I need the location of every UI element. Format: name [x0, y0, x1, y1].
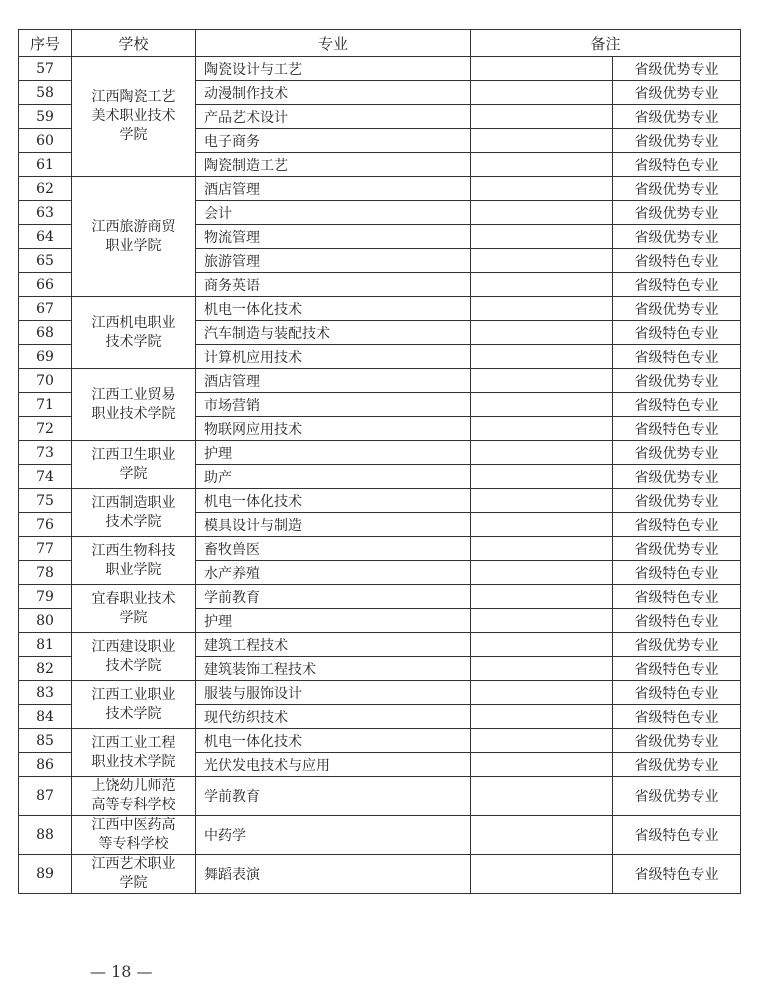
header-note: 备注 [471, 30, 741, 57]
major-cell: 学前教育 [196, 585, 471, 609]
seq-cell: 70 [19, 369, 72, 393]
note-blank-cell [471, 465, 613, 489]
school-cell [72, 57, 196, 177]
seq-cell: 59 [19, 105, 72, 129]
note-cell: 省级优势专业 [613, 129, 741, 153]
note-cell: 省级优势专业 [613, 369, 741, 393]
note-cell: 省级特色专业 [613, 417, 741, 441]
table-row [19, 633, 741, 657]
note-blank-cell [471, 777, 613, 816]
note-cell: 省级优势专业 [613, 777, 741, 816]
note-cell: 省级优势专业 [613, 105, 741, 129]
seq-cell: 84 [19, 705, 72, 729]
note-blank-cell [471, 393, 613, 417]
major-cell: 会计 [196, 201, 471, 225]
note-blank-cell [471, 105, 613, 129]
school-cell [72, 585, 196, 633]
seq-cell: 73 [19, 441, 72, 465]
note-cell: 省级优势专业 [613, 537, 741, 561]
note-cell: 省级特色专业 [613, 393, 741, 417]
major-cell: 计算机应用技术 [196, 345, 471, 369]
note-blank-cell [471, 816, 613, 855]
major-cell: 建筑装饰工程技术 [196, 657, 471, 681]
note-blank-cell [471, 657, 613, 681]
major-cell: 助产 [196, 465, 471, 489]
note-cell: 省级特色专业 [613, 855, 741, 894]
school-name-line: 高等专科学校 [91, 797, 176, 813]
seq-cell: 67 [19, 297, 72, 321]
school-name-line: 学院 [119, 609, 148, 626]
note-cell: 省级优势专业 [613, 297, 741, 321]
table-row [19, 441, 741, 465]
note-blank-cell [471, 633, 613, 657]
note-cell: 省级优势专业 [613, 225, 741, 249]
major-cell: 电子商务 [196, 129, 471, 153]
major-cell: 机电一体化技术 [196, 297, 471, 321]
seq-cell: 83 [19, 681, 72, 705]
seq-cell: 61 [19, 153, 72, 177]
school-cell [72, 441, 196, 489]
note-blank-cell [471, 561, 613, 585]
table-row [19, 57, 741, 81]
note-cell: 省级特色专业 [613, 513, 741, 537]
school-cell [72, 537, 196, 585]
seq-cell: 69 [19, 345, 72, 369]
school-name-line: 职业技术学院 [91, 753, 176, 770]
major-cell: 模具设计与制造 [196, 513, 471, 537]
seq-cell: 57 [19, 57, 72, 81]
seq-cell: 60 [19, 129, 72, 153]
header-major: 专业 [196, 30, 471, 57]
note-blank-cell [471, 345, 613, 369]
note-cell: 省级特色专业 [613, 585, 741, 609]
page-number: — 18 — [90, 962, 153, 981]
note-cell: 省级特色专业 [613, 657, 741, 681]
seq-cell: 77 [19, 537, 72, 561]
school-name-line: 宜春职业技术 [91, 590, 176, 607]
school-name-line: 学院 [119, 127, 148, 143]
note-blank-cell [471, 321, 613, 345]
note-blank-cell [471, 249, 613, 273]
note-blank-cell [471, 81, 613, 105]
table-row [19, 777, 741, 816]
school-name-line: 江西工业贸易 [91, 386, 176, 403]
seq-cell: 58 [19, 81, 72, 105]
school-name-line: 江西工业职业 [91, 686, 176, 703]
note-cell: 省级优势专业 [613, 465, 741, 489]
note-blank-cell [471, 705, 613, 729]
school-name-line: 江西机电职业 [91, 314, 176, 331]
note-cell: 省级特色专业 [613, 153, 741, 177]
seq-cell: 79 [19, 585, 72, 609]
school-cell [72, 297, 196, 369]
school-name-line: 江西建设职业 [91, 638, 176, 655]
seq-cell: 78 [19, 561, 72, 585]
school-name-line: 上饶幼儿师范 [91, 778, 176, 794]
major-cell: 市场营销 [196, 393, 471, 417]
school-name-line: 江西卫生职业 [91, 446, 176, 463]
seq-cell: 72 [19, 417, 72, 441]
note-cell: 省级特色专业 [613, 609, 741, 633]
major-cell: 水产养殖 [196, 561, 471, 585]
note-blank-cell [471, 537, 613, 561]
school-name-line: 江西制造职业 [91, 494, 176, 511]
seq-cell: 87 [19, 777, 72, 816]
major-cell: 服装与服饰设计 [196, 681, 471, 705]
major-cell: 商务英语 [196, 273, 471, 297]
school-name-line: 职业学院 [105, 237, 162, 254]
school-cell [72, 855, 196, 894]
seq-cell: 68 [19, 321, 72, 345]
major-cell: 旅游管理 [196, 249, 471, 273]
note-cell: 省级特色专业 [613, 273, 741, 297]
note-blank-cell [471, 609, 613, 633]
note-cell: 省级特色专业 [613, 816, 741, 855]
note-blank-cell [471, 225, 613, 249]
major-cell: 建筑工程技术 [196, 633, 471, 657]
school-name-line: 职业学院 [105, 561, 162, 578]
seq-cell: 88 [19, 816, 72, 855]
school-name-line: 江西工业工程 [91, 734, 176, 751]
majors-table [18, 29, 741, 894]
table-row [19, 816, 741, 855]
school-name-line: 学院 [119, 465, 148, 482]
school-name-line: 技术学院 [105, 657, 162, 674]
note-cell: 省级优势专业 [613, 489, 741, 513]
note-cell: 省级优势专业 [613, 57, 741, 81]
school-name-line: 江西陶瓷工艺 [91, 89, 176, 105]
seq-cell: 86 [19, 753, 72, 777]
note-cell: 省级特色专业 [613, 345, 741, 369]
major-cell: 机电一体化技术 [196, 729, 471, 753]
seq-cell: 76 [19, 513, 72, 537]
seq-cell: 82 [19, 657, 72, 681]
school-cell [72, 729, 196, 777]
major-cell: 舞蹈表演 [196, 855, 471, 894]
table-row [19, 855, 741, 894]
table-row [19, 489, 741, 513]
note-cell: 省级特色专业 [613, 681, 741, 705]
table-row [19, 729, 741, 753]
note-cell: 省级特色专业 [613, 321, 741, 345]
major-cell: 酒店管理 [196, 177, 471, 201]
school-cell [72, 633, 196, 681]
note-cell: 省级优势专业 [613, 201, 741, 225]
note-cell: 省级优势专业 [613, 441, 741, 465]
note-cell: 省级特色专业 [613, 705, 741, 729]
major-cell: 汽车制造与装配技术 [196, 321, 471, 345]
major-cell: 现代纺织技术 [196, 705, 471, 729]
note-blank-cell [471, 201, 613, 225]
school-name-line: 技术学院 [105, 705, 162, 722]
note-blank-cell [471, 369, 613, 393]
note-blank-cell [471, 855, 613, 894]
seq-cell: 64 [19, 225, 72, 249]
table-row [19, 681, 741, 705]
note-cell: 省级优势专业 [613, 633, 741, 657]
note-blank-cell [471, 585, 613, 609]
note-blank-cell [471, 417, 613, 441]
major-cell: 光伏发电技术与应用 [196, 753, 471, 777]
school-name-line: 等专科学校 [98, 836, 169, 852]
school-cell [72, 489, 196, 537]
note-cell: 省级优势专业 [613, 177, 741, 201]
note-blank-cell [471, 57, 613, 81]
note-cell: 省级特色专业 [613, 561, 741, 585]
school-name-line: 学院 [119, 875, 148, 891]
major-cell: 学前教育 [196, 777, 471, 816]
seq-cell: 63 [19, 201, 72, 225]
note-cell: 省级优势专业 [613, 81, 741, 105]
header-seq: 序号 [19, 30, 72, 57]
major-cell: 物联网应用技术 [196, 417, 471, 441]
major-cell: 产品艺术设计 [196, 105, 471, 129]
school-name-line: 美术职业技术 [91, 108, 176, 124]
note-cell: 省级特色专业 [613, 249, 741, 273]
school-cell [72, 369, 196, 441]
seq-cell: 81 [19, 633, 72, 657]
table-row [19, 537, 741, 561]
seq-cell: 62 [19, 177, 72, 201]
major-cell: 护理 [196, 441, 471, 465]
note-blank-cell [471, 753, 613, 777]
school-cell [72, 777, 196, 816]
note-blank-cell [471, 729, 613, 753]
school-cell [72, 681, 196, 729]
note-blank-cell [471, 177, 613, 201]
school-name-line: 职业技术学院 [91, 405, 176, 422]
table-row [19, 177, 741, 201]
table-body [19, 57, 741, 894]
note-blank-cell [471, 153, 613, 177]
school-cell [72, 177, 196, 297]
note-cell: 省级优势专业 [613, 753, 741, 777]
note-blank-cell [471, 489, 613, 513]
school-cell [72, 816, 196, 855]
school-name-line: 江西中医药高 [91, 817, 176, 833]
note-blank-cell [471, 681, 613, 705]
major-cell: 酒店管理 [196, 369, 471, 393]
major-cell: 护理 [196, 609, 471, 633]
table-row [19, 297, 741, 321]
seq-cell: 74 [19, 465, 72, 489]
major-cell: 畜牧兽医 [196, 537, 471, 561]
note-blank-cell [471, 129, 613, 153]
school-name-line: 江西旅游商贸 [91, 218, 176, 235]
note-cell: 省级优势专业 [613, 729, 741, 753]
major-cell: 机电一体化技术 [196, 489, 471, 513]
seq-cell: 65 [19, 249, 72, 273]
major-cell: 陶瓷制造工艺 [196, 153, 471, 177]
note-blank-cell [471, 297, 613, 321]
school-name-line: 技术学院 [105, 513, 162, 530]
table-header-row [19, 30, 741, 57]
header-school: 学校 [72, 30, 196, 57]
note-blank-cell [471, 513, 613, 537]
seq-cell: 66 [19, 273, 72, 297]
major-cell: 动漫制作技术 [196, 81, 471, 105]
major-cell: 物流管理 [196, 225, 471, 249]
major-cell: 中药学 [196, 816, 471, 855]
note-blank-cell [471, 441, 613, 465]
note-blank-cell [471, 273, 613, 297]
table-row [19, 369, 741, 393]
seq-cell: 75 [19, 489, 72, 513]
school-name-line: 技术学院 [105, 333, 162, 350]
school-name-line: 江西生物科技 [91, 542, 176, 559]
seq-cell: 71 [19, 393, 72, 417]
seq-cell: 89 [19, 855, 72, 894]
seq-cell: 80 [19, 609, 72, 633]
major-cell: 陶瓷设计与工艺 [196, 57, 471, 81]
school-name-line: 江西艺术职业 [91, 856, 176, 872]
seq-cell: 85 [19, 729, 72, 753]
table-row [19, 585, 741, 609]
